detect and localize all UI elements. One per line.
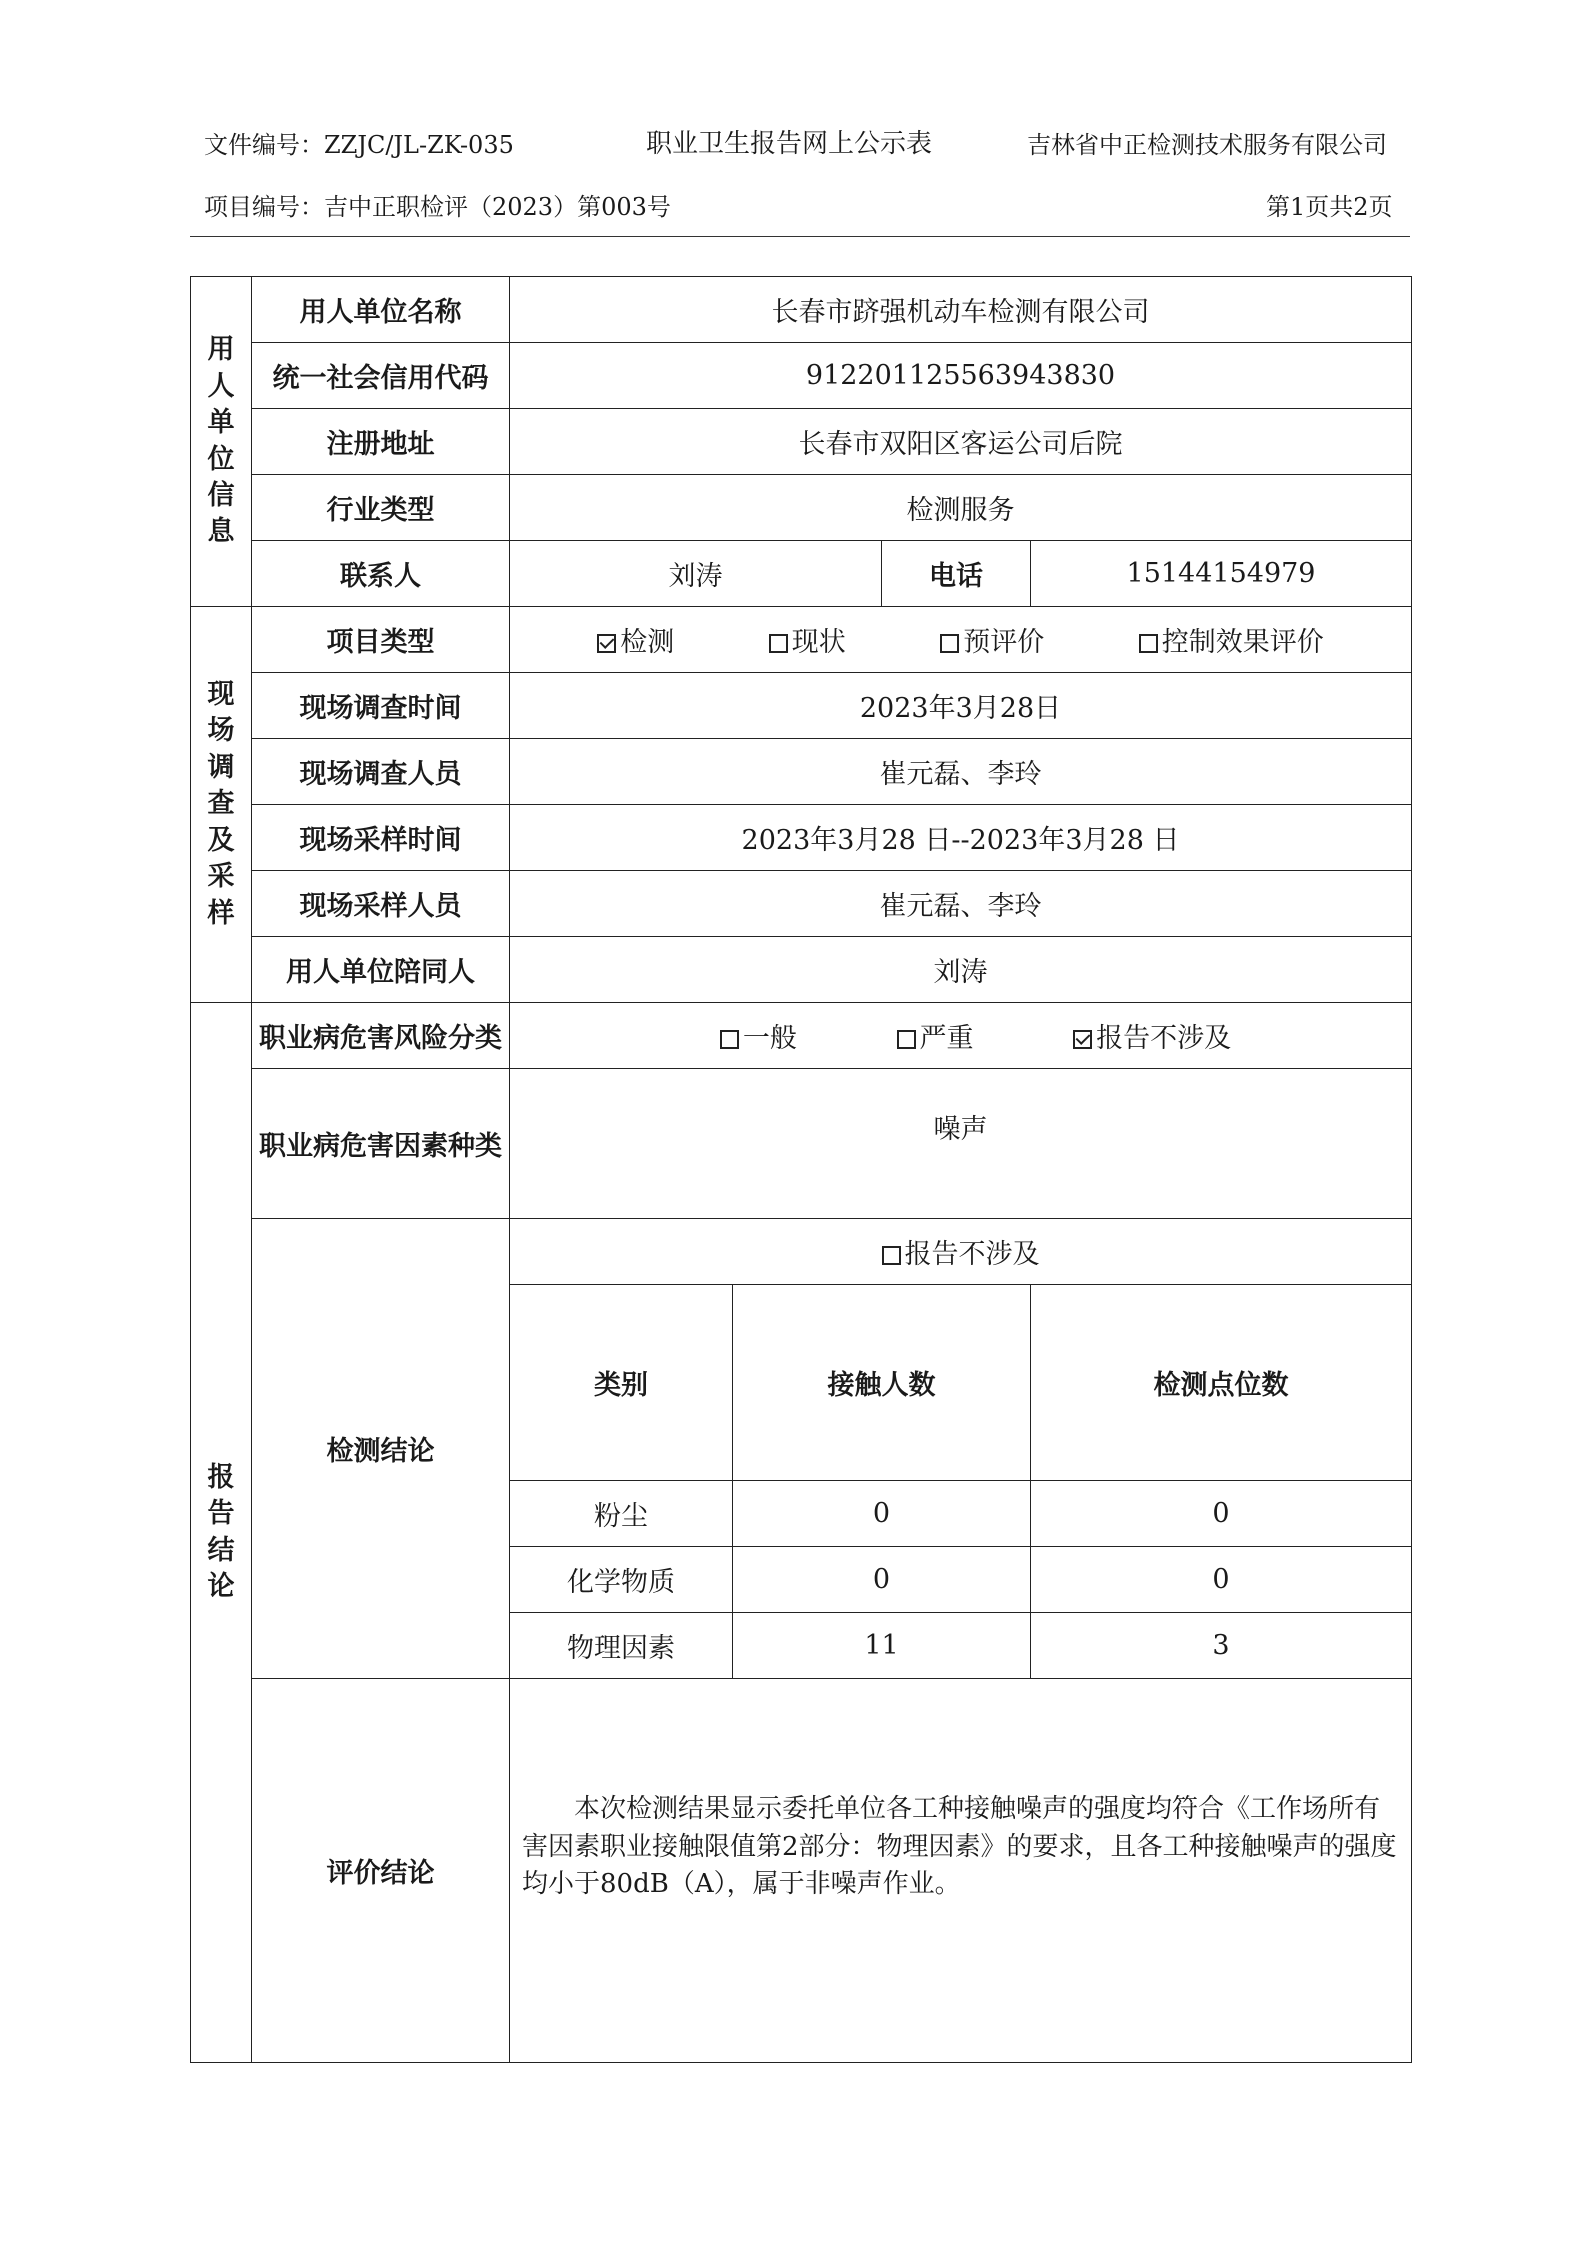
phone-label: 电话 — [882, 541, 1031, 607]
detect-na-option[interactable]: 报告不涉及 — [510, 1219, 1412, 1285]
checkbox-checked-icon — [1073, 1030, 1092, 1049]
detect-label: 检测结论 — [252, 1219, 510, 1679]
sampling-time: 2023年3月28 日--2023年3月28 日 — [510, 805, 1412, 871]
eval-text: 本次检测结果显示委托单位各工种接触噪声的强度均符合《工作场所有害因素职业接触限值第2部分：物理因素》的要求，且各工种接触噪声的强度均小于80dB（A），属于非噪声作业。 — [522, 1794, 1397, 1900]
project-number: 项目编号：吉中正职检评（2023）第003号 — [204, 193, 671, 221]
option-risk-serious[interactable]: 严重 — [897, 1016, 974, 1055]
option-detection[interactable]: 检测 — [597, 620, 674, 659]
detect-header-category: 类别 — [510, 1285, 733, 1481]
samplers-label: 现场采样人员 — [252, 871, 510, 937]
address-label: 注册地址 — [252, 409, 510, 475]
survey-group-label: 现场调查及采样 — [191, 607, 252, 1003]
survey-time-label: 现场调查时间 — [252, 673, 510, 739]
company-name: 吉林省中正检测技术服务有限公司 — [1027, 131, 1387, 159]
detect-cell: 11 — [733, 1613, 1031, 1679]
disclosure-table — [190, 276, 1412, 2063]
checkbox-icon — [897, 1030, 916, 1049]
detect-cell: 0 — [733, 1481, 1031, 1547]
checkbox-icon — [769, 634, 788, 653]
checkbox-icon — [882, 1246, 901, 1265]
option-pre-evaluation[interactable]: 预评价 — [940, 620, 1044, 659]
option-risk-general[interactable]: 一般 — [720, 1016, 797, 1055]
contact: 刘涛 — [510, 541, 882, 607]
checkbox-icon — [1139, 634, 1158, 653]
credit-code-label: 统一社会信用代码 — [252, 343, 510, 409]
accompany-label: 用人单位陪同人 — [252, 937, 510, 1003]
address: 长春市双阳区客运公司后院 — [510, 409, 1412, 475]
project-type-options — [510, 607, 1412, 673]
detect-header-exposed: 接触人数 — [733, 1285, 1031, 1481]
employer-name-label: 用人单位名称 — [252, 277, 510, 343]
factor-label: 职业病危害因素种类 — [252, 1069, 510, 1219]
checkbox-checked-icon — [597, 634, 616, 653]
checkbox-icon — [720, 1030, 739, 1049]
sampling-time-label: 现场采样时间 — [252, 805, 510, 871]
eval-cell — [510, 1679, 1412, 2063]
project-type-label: 项目类型 — [252, 607, 510, 673]
credit-code: 912201125563943830 — [510, 343, 1412, 409]
risk-options — [510, 1003, 1412, 1069]
checkbox-icon — [940, 634, 959, 653]
survey-time: 2023年3月28日 — [510, 673, 1412, 739]
detect-cell: 0 — [733, 1547, 1031, 1613]
eval-label: 评价结论 — [252, 1679, 510, 2063]
file-number: 文件编号：ZZJC/JL-ZK-035 — [204, 131, 514, 159]
risk-label: 职业病危害风险分类 — [252, 1003, 510, 1069]
factor: 噪声 — [510, 1069, 1412, 1219]
detect-cell: 0 — [1031, 1481, 1412, 1547]
employer-name: 长春市跻强机动车检测有限公司 — [510, 277, 1412, 343]
detect-cell: 化学物质 — [510, 1547, 733, 1613]
header-divider — [190, 236, 1410, 237]
industry-label: 行业类型 — [252, 475, 510, 541]
option-risk-na[interactable]: 报告不涉及 — [1073, 1016, 1231, 1055]
industry: 检测服务 — [510, 475, 1412, 541]
option-status[interactable]: 现状 — [769, 620, 846, 659]
detect-header-points: 检测点位数 — [1031, 1285, 1412, 1481]
surveyors-label: 现场调查人员 — [252, 739, 510, 805]
detect-cell: 物理因素 — [510, 1613, 733, 1679]
employer-group-label: 用人单位信息 — [191, 277, 252, 607]
phone: 15144154979 — [1031, 541, 1412, 607]
page-info: 第1页共2页 — [1266, 193, 1393, 221]
detect-cell: 粉尘 — [510, 1481, 733, 1547]
document-title: 职业卫生报告网上公示表 — [646, 129, 933, 159]
detect-cell: 3 — [1031, 1613, 1412, 1679]
surveyors: 崔元磊、李玲 — [510, 739, 1412, 805]
option-control-effect[interactable]: 控制效果评价 — [1139, 620, 1324, 659]
conclusion-group-label: 报告结论 — [191, 1003, 252, 2063]
accompany: 刘涛 — [510, 937, 1412, 1003]
samplers: 崔元磊、李玲 — [510, 871, 1412, 937]
detect-cell: 0 — [1031, 1547, 1412, 1613]
contact-label: 联系人 — [252, 541, 510, 607]
